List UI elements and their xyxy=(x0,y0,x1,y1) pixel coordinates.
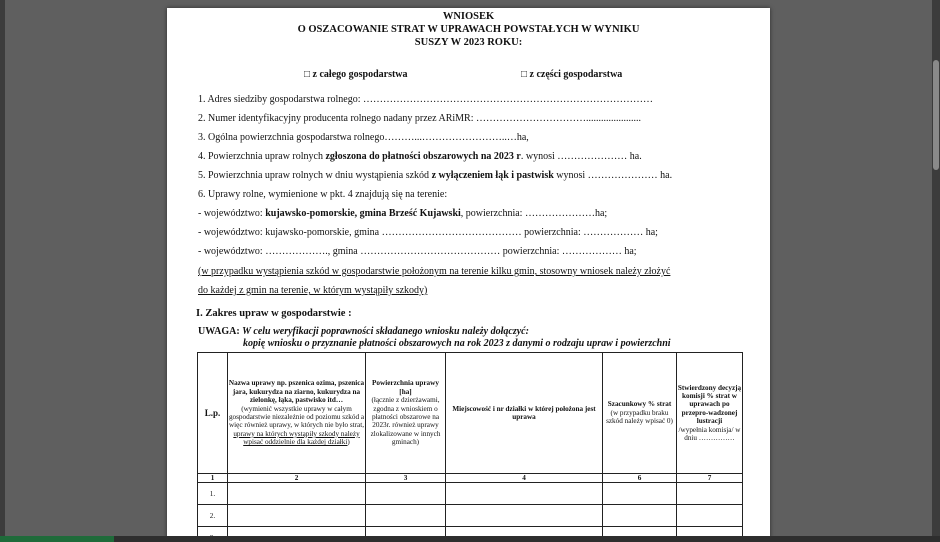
cell-commission[interactable] xyxy=(677,483,743,505)
table-row xyxy=(198,483,743,505)
col2-normal: (wymienić wszystkie uprawy w całym gospodarstwie niezależnie od poziomu szkód a więc również uprawy, w których nie było strat, xyxy=(228,404,365,430)
doc-title-line-3: SUSZY W 2023 ROKU: xyxy=(414,37,523,48)
col-number: 2 xyxy=(228,474,366,483)
document-page xyxy=(167,8,770,542)
left-panel xyxy=(0,0,5,542)
note-line-2: do każdej z gmin na terenie, w którym wystąpiły szkody) xyxy=(198,285,428,296)
col3-bold: Powierzchnia uprawy [ha] xyxy=(372,379,439,396)
col-header-area xyxy=(366,353,446,474)
cell-crop-name[interactable] xyxy=(228,505,366,527)
taskbar-segment xyxy=(0,536,114,542)
uwaga-label: UWAGA: xyxy=(198,326,243,337)
row-number: 2. xyxy=(198,505,228,527)
cell-crop-name[interactable] xyxy=(228,483,366,505)
line-address: 1. Adres siedziby gospodarstwa rolnego: …………………………………………………………………………… xyxy=(198,94,653,105)
col7-normal: /wypełnia komisja/ w dniu …………… xyxy=(678,425,741,443)
line-damage-area-b: z wyłączeniem łąk i pastwisk xyxy=(431,170,554,181)
cell-loss[interactable] xyxy=(603,483,677,505)
col-number: 7 xyxy=(677,474,743,483)
crops-table xyxy=(197,352,743,542)
line-crop-area xyxy=(198,151,642,163)
section-title: I. Zakres upraw w gospodarstwie : xyxy=(196,308,352,319)
line-crop-area-c: . wynosi ………………… ha. xyxy=(520,151,642,162)
cell-area[interactable] xyxy=(366,483,446,505)
option-part-farm[interactable]: □ z części gospodarstwa xyxy=(521,69,623,80)
col-header-lp: L.p. xyxy=(198,353,228,474)
doc-title-line-2: O OSZACOWANIE STRAT W UPRAWACH POWSTAŁYCH W WYNIKU xyxy=(297,24,640,35)
option-whole-farm[interactable]: □ z całego gospodarstwa xyxy=(304,69,408,80)
line-damage-area xyxy=(198,170,672,182)
note-line-1: (w przypadku wystąpienia szkód w gospodarstwie położonym na terenie kilku gmin, stosowny wniosek należy złożyć xyxy=(198,266,671,277)
uwaga-line-1 xyxy=(198,326,529,337)
vertical-scrollbar[interactable] xyxy=(932,0,940,542)
col-number: 6 xyxy=(603,474,677,483)
line-voivodeship-3: - województwo: ………………., gmina …………………………………… powierzchnia: ……………… ha; xyxy=(198,246,637,257)
row-number: 1. xyxy=(198,483,228,505)
col6-bold: Szacunkowy % strat xyxy=(607,400,672,409)
line-producer-id: 2. Numer identyfikacyjny producenta rolnego nadany przez ARiMR: ……………………………...................... xyxy=(198,113,641,124)
line-crop-area-b: zgłoszona do płatności obszarowych na 2023 r xyxy=(325,151,521,162)
voivodeship-1-a: - województwo: xyxy=(198,208,266,219)
scrollbar-thumb[interactable] xyxy=(933,60,939,170)
col-header-loss-estimate xyxy=(603,353,677,474)
col2-bold: Nazwa uprawy np. pszenica ozima, pszenica jara, kukurydza na ziarno, kukurydza na zielonkę, łąka, pastwisko itd… xyxy=(228,379,365,405)
line-total-area: 3. Ogólna powierzchnia gospodarstwa rolnego………...……………………..…ha, xyxy=(198,132,529,143)
col7-bold: Stwierdzony decyzją komisji % strat w uprawach po przepro-wadzonej lustracji xyxy=(677,383,742,426)
col-number: 4 xyxy=(446,474,603,483)
col6-normal: (w przypadku braku szkód należy wpisać 0) xyxy=(606,408,673,426)
cell-loss[interactable] xyxy=(603,505,677,527)
bottom-status-bar xyxy=(0,536,940,542)
col-header-location: Miejscowość i nr działki w której położona jest uprawa xyxy=(446,353,603,474)
col3-normal: (łącznie z dzierżawami, zgodna z wnioskiem o płatności obszarowe na 2023r. również uprawy zlokalizowane w innych gminach) xyxy=(370,396,441,447)
voivodeship-1-b: kujawsko-pomorskie, gmina Brześć Kujawski xyxy=(265,208,461,219)
doc-title-line-1: WNIOSEK xyxy=(442,11,495,22)
line-voivodeship-1 xyxy=(198,208,607,220)
table-header-row xyxy=(198,353,743,474)
line-voivodeship-2: - województwo: kujawsko-pomorskie, gmina …………………………………… powierzchnia: ……………… ha; xyxy=(198,227,658,238)
line-damage-area-a: 5. Powierzchnia upraw rolnych w dniu wystąpienia szkód xyxy=(198,170,432,181)
uwaga-text: W celu weryfikacji poprawności składanego wniosku należy dołączyć: xyxy=(242,326,529,337)
line-crop-area-a: 4. Powierzchnia upraw rolnych xyxy=(198,151,326,162)
cell-location[interactable] xyxy=(446,505,603,527)
cell-area[interactable] xyxy=(366,505,446,527)
col2-end: ) xyxy=(347,438,350,447)
table-row xyxy=(198,505,743,527)
col2-underline: uprawy na których wystąpiły szkody należy wpisać oddzielnie dla każdej działki xyxy=(233,429,360,447)
col-header-commission xyxy=(677,353,743,474)
cell-commission[interactable] xyxy=(677,505,743,527)
line-location-intro: 6. Uprawy rolne, wymienione w pkt. 4 znajdują się na terenie: xyxy=(198,189,448,200)
voivodeship-1-c: , powierzchnia: …………………ha; xyxy=(460,208,608,219)
uwaga-line-2: kopię wniosku o przyznanie płatności obszarowych na rok 2023 z danymi o rodzaju upraw i powierzchni xyxy=(243,338,671,349)
col-header-crop-name xyxy=(228,353,366,474)
col-number: 3 xyxy=(366,474,446,483)
table-number-row xyxy=(198,474,743,483)
col-number: 1 xyxy=(198,474,228,483)
line-damage-area-c: wynosi ………………… ha. xyxy=(553,170,673,181)
cell-location[interactable] xyxy=(446,483,603,505)
